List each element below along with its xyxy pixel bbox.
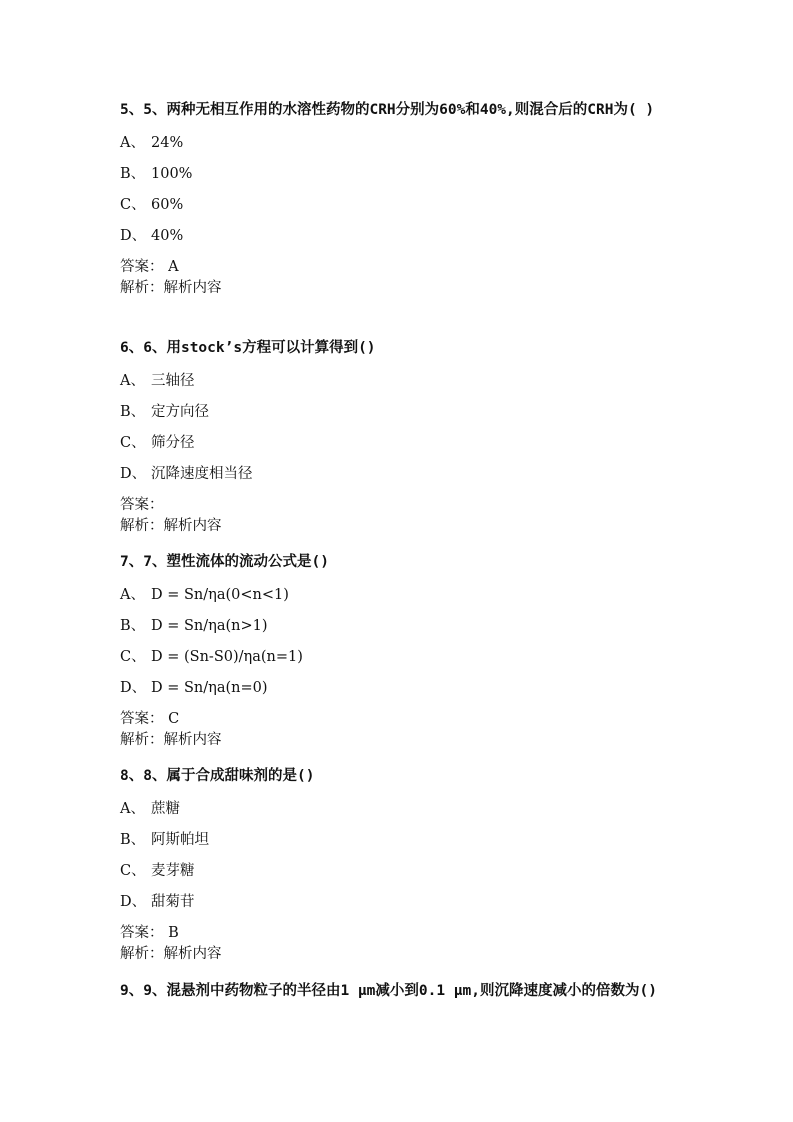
option-letter: B、: [120, 618, 146, 634]
answer-line: 答案：: [120, 497, 164, 513]
option-text: 阿斯帕坦: [151, 832, 209, 848]
answer-line: 答案： C: [120, 711, 180, 727]
question-5: [120, 99, 680, 299]
option-text: 40%: [151, 228, 184, 244]
option-text: 定方向径: [151, 404, 209, 420]
question-title: 7、7、塑性流体的流动公式是(): [120, 554, 329, 570]
question-9: [120, 980, 680, 1003]
option-a: [120, 133, 680, 153]
question-title: 6、6、用stock’s方程可以计算得到(): [120, 340, 376, 356]
option-letter: B、: [120, 166, 146, 182]
question-title: 5、5、两种无相互作用的水溶性药物的CRH分别为60%和40%,则混合后的CRH为( ): [120, 102, 655, 118]
option-d: [120, 226, 680, 246]
option-text: 甜菊苷: [151, 894, 195, 910]
option-letter: D、: [120, 466, 147, 482]
option-text: D = Sn/ηa(n=0): [151, 680, 268, 696]
question-8: [120, 765, 680, 965]
analysis-line: 解析：解析内容: [120, 732, 222, 748]
analysis-line: 解析：解析内容: [120, 280, 222, 296]
option-letter: B、: [120, 404, 146, 420]
option-letter: A、: [120, 801, 145, 817]
analysis-line: 解析：解析内容: [120, 518, 222, 534]
option-letter: A、: [120, 587, 145, 603]
option-d: [120, 892, 680, 912]
option-c: [120, 433, 680, 453]
option-c: [120, 861, 680, 881]
option-letter: C、: [120, 863, 146, 879]
option-text: D = Sn/ηa(0<n<1): [151, 587, 289, 603]
option-text: 60%: [151, 197, 184, 213]
option-letter: C、: [120, 649, 146, 665]
option-b: [120, 616, 680, 636]
analysis-line: 解析：解析内容: [120, 946, 222, 962]
option-text: 筛分径: [151, 435, 195, 451]
option-d: [120, 464, 680, 484]
option-text: D = Sn/ηa(n>1): [151, 618, 268, 634]
option-letter: C、: [120, 435, 146, 451]
question-7: [120, 551, 680, 751]
option-letter: D、: [120, 680, 147, 696]
option-b: [120, 830, 680, 850]
option-text: 沉降速度相当径: [151, 466, 253, 482]
option-letter: D、: [120, 228, 147, 244]
answer-line: 答案： B: [120, 925, 179, 941]
option-text: 蔗糖: [151, 801, 180, 817]
answer-line: 答案： A: [120, 259, 179, 275]
option-text: 24%: [151, 135, 184, 151]
option-text: 三轴径: [151, 373, 195, 389]
option-b: [120, 164, 680, 184]
question-title: 9、9、混悬剂中药物粒子的半径由1 μm减小到0.1 μm,则沉降速度减小的倍数为(): [120, 983, 657, 999]
option-a: [120, 799, 680, 819]
question-6: [120, 337, 680, 537]
option-letter: B、: [120, 832, 146, 848]
option-letter: D、: [120, 894, 147, 910]
option-a: [120, 585, 680, 605]
option-text: 麦芽糖: [151, 863, 195, 879]
option-a: [120, 371, 680, 391]
option-text: D = (Sn-S0)/ηa(n=1): [151, 649, 303, 665]
option-d: [120, 678, 680, 698]
option-c: [120, 647, 680, 667]
option-b: [120, 402, 680, 422]
question-title: 8、8、属于合成甜味剂的是(): [120, 768, 315, 784]
option-letter: C、: [120, 197, 146, 213]
option-c: [120, 195, 680, 215]
option-text: 100%: [151, 166, 193, 182]
option-letter: A、: [120, 373, 145, 389]
option-letter: A、: [120, 135, 145, 151]
